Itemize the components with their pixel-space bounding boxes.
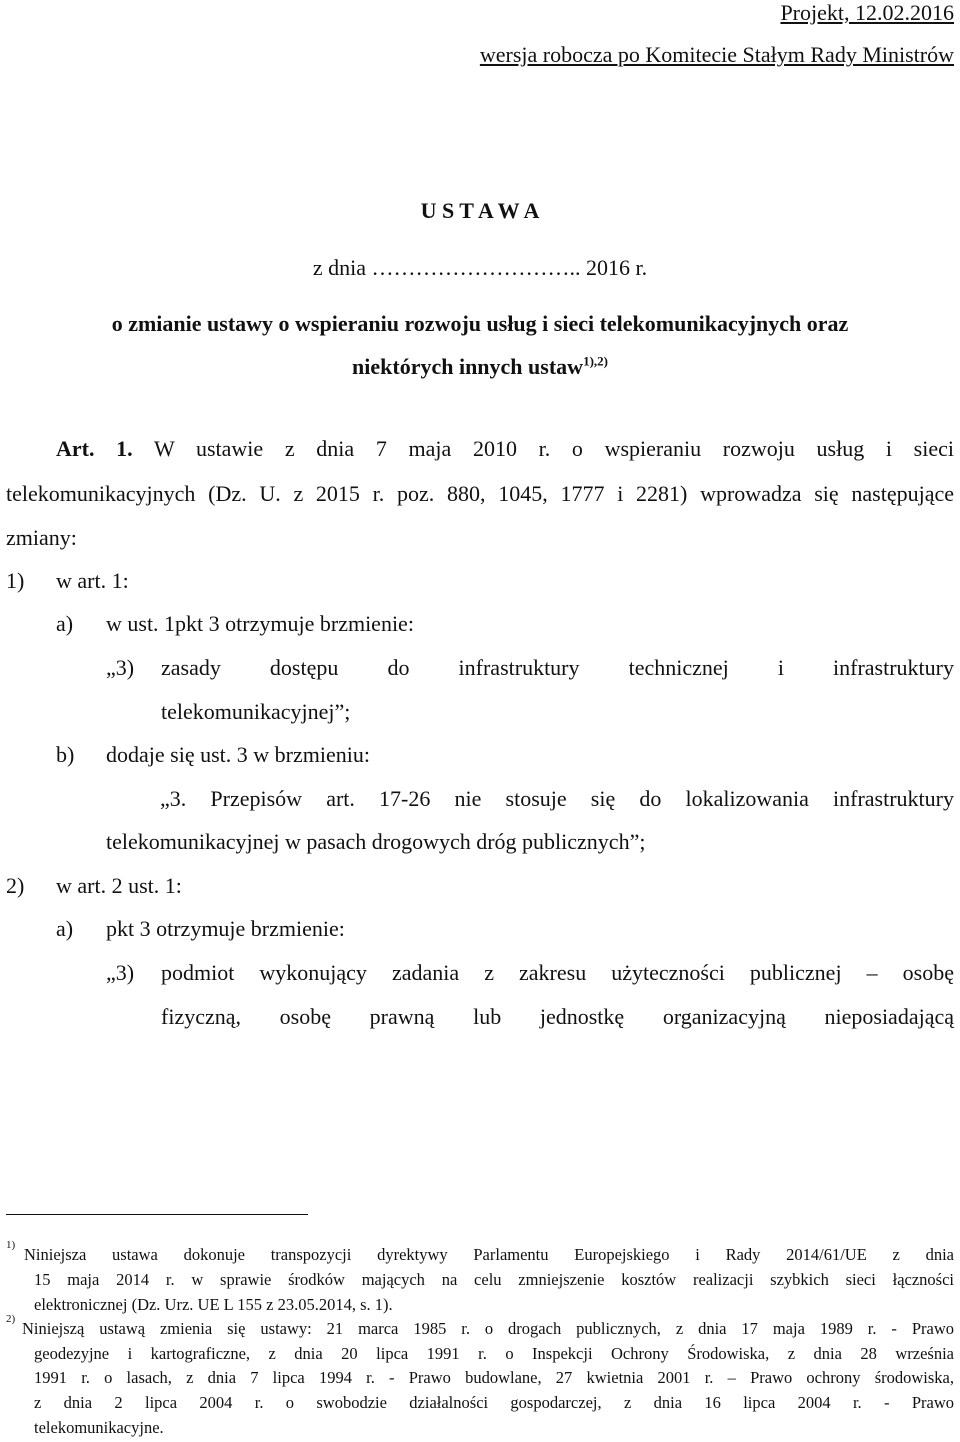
point1b-letter: b) — [56, 742, 75, 767]
point2a-quote-line1: podmiot wykonujący zadania z zakresu użyteczności publicznej – osobę — [161, 960, 954, 985]
footnote1-line3: elektronicznej (Dz. Urz. UE L 155 z 23.05.2014, s. 1). — [34, 1295, 393, 1314]
footnote1-line2: 15 maja 2014 r. w sprawie środków mających na celu zmniejszenie kosztów realizacji szybkich sieci łączności — [34, 1270, 954, 1289]
header-projekt: Projekt, 12.02.2016 — [780, 0, 954, 25]
point1b-text: dodaje się ust. 3 w brzmieniu: — [106, 742, 370, 767]
art1-line3: zmiany: — [6, 525, 77, 550]
point1b-quote-line2: telekomunikacyjnej w pasach drogowych dróg publicznych”; — [106, 829, 646, 854]
point2a-quote-line2: fizyczną, osobę prawną lub jednostkę organizacyjną nieposiadającą — [161, 1004, 954, 1029]
act-subject-text: niektórych innych ustaw — [352, 354, 584, 379]
footnote2-line4: z dnia 2 lipca 2004 r. o swobodzie działalności gospodarczej, z dnia 16 lipca 2004 r. - Prawo — [34, 1393, 954, 1412]
footnote2-line2: geodezyjne i kartograficzne, z dnia 20 lipca 1991 r. o Inspekcji Ochrony Środowiska, z dnia 28 września — [34, 1344, 954, 1363]
point2a-quote-number: „3) — [106, 960, 135, 985]
art1-line2: telekomunikacyjnych (Dz. U. z 2015 r. poz. 880, 1045, 1777 i 2281) wprowadza się następujące — [6, 481, 954, 506]
point1a-quote-line2: telekomunikacyjnej”; — [161, 699, 351, 724]
point1a-text: w ust. 1pkt 3 otrzymuje brzmienie: — [106, 611, 414, 636]
footnote1-mark: 1) — [6, 1239, 16, 1251]
header-version: wersja robocza po Komitecie Stałym Rady Ministrów — [479, 42, 954, 67]
point2-text: w art. 2 ust. 1: — [56, 873, 182, 898]
point1b-quote-line1: „3. Przepisów art. 17-26 nie stosuje się do lokalizowania infrastruktury — [160, 786, 954, 811]
act-date: z dnia ……………………….. 2016 r. — [312, 255, 648, 280]
footnote2-mark: 2) — [6, 1313, 16, 1325]
act-subject-line1: o zmianie ustawy o wspieraniu rozwoju usług i sieci telekomunikacyjnych oraz — [111, 311, 849, 336]
art1-text: W ustawie z dnia 7 maja 2010 r. o wspieraniu rozwoju usług i sieci — [153, 436, 954, 461]
act-title: U S T A W A — [420, 198, 540, 223]
footnote2-line5: telekomunikacyjne. — [34, 1418, 164, 1437]
act-subject-line2 — [0, 354, 960, 380]
footnote-reference: 1),2) — [583, 353, 608, 369]
point1-text: w art. 1: — [56, 568, 129, 593]
footnote2-line3: 1991 r. o lasach, z dnia 7 lipca 1994 r. - Prawo budowlane, 27 kwietnia 2001 r. – Prawo ochrony środowiska, — [34, 1368, 954, 1387]
point2a-letter: a) — [56, 916, 74, 941]
point1a-quote-line1: zasady dostępu do infrastruktury technicznej i infrastruktury — [161, 655, 954, 680]
footnote-separator — [6, 1214, 308, 1215]
footnote1-line1: Niniejsza ustawa dokonuje transpozycji dyrektywy Parlamentu Europejskiego i Rady 2014/61/UE z dnia — [24, 1245, 954, 1264]
footnote2-line1: Niniejszą ustawą zmienia się ustawy: 21 marca 1985 r. o drogach publicznych, z dnia 17 maja 1989 r. - Prawo — [22, 1319, 954, 1338]
point2a-text: pkt 3 otrzymuje brzmienie: — [106, 916, 345, 941]
art1-line1 — [56, 436, 954, 462]
point1a-letter: a) — [56, 611, 74, 636]
point1a-quote-number: „3) — [106, 655, 135, 680]
art1-label: Art. 1. — [56, 436, 133, 461]
point2-number: 2) — [6, 873, 25, 898]
point1-number: 1) — [6, 568, 25, 593]
